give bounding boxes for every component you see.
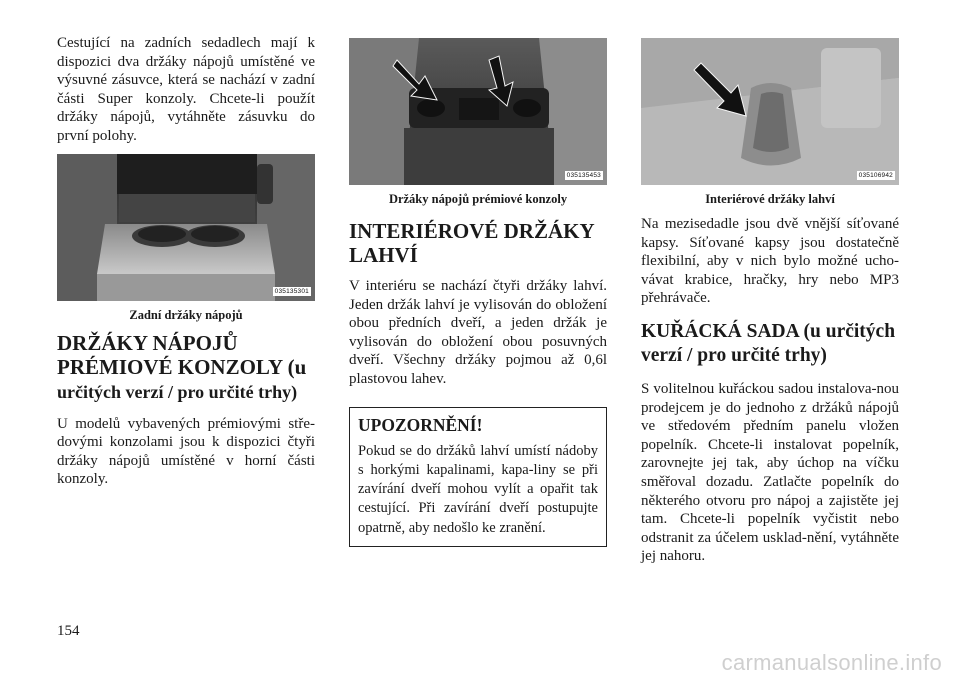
warning-box: [349, 407, 607, 547]
heading-line: INTERIÉROVÉ DRŽÁKY: [349, 219, 595, 243]
photo-code: 035135453: [566, 172, 601, 179]
heading-line: KUŘÁCKÁ SADA (u určitých: [641, 320, 896, 342]
heading-line: určitých verzí / pro určité trhy): [57, 381, 298, 402]
photo-code: 035135301: [274, 287, 309, 295]
bottle-holders-paragraph: V interiéru se nachází čtyři držáky lahví. Jeden držák lahví je vylisován do obložení obou předních dveří, a jeden držák je vylisován do obložení obou posuvných dveří. Všechny držáky pojmou až 0,6l plastovou lahev.: [349, 278, 607, 387]
bottle-holders-photo: [641, 38, 899, 185]
column-right: [641, 38, 899, 566]
heading-line: LAHVÍ: [349, 243, 418, 267]
photo-code: 035106942: [858, 172, 893, 179]
section-heading-premium-console: [57, 331, 315, 403]
warning-title: UPOZORNĚNÍ!: [358, 414, 483, 435]
column-middle: [349, 38, 607, 547]
heading-line: PRÉMIOVÉ KONZOLY (u: [57, 354, 307, 379]
section-heading-smoker-kit: [641, 320, 899, 368]
section-heading-bottle-holders: [349, 219, 607, 267]
smoker-kit-paragraph: S volitelnou kuřáckou sadou instalova-nou prodejcem je do jednoho z držáků nápojů ve středovém předním panelu vložen popelník. Chcete-li instalovat popelník, zarovnejte jej tak, aby úchop na víčku směřoval dozadu. Zatlačte popelník do některého otvoru pro nápoj a zajistěte jej tam. Chcete-li popelník vyčistit nebo odstranit za účelem usklad-nění, vytáhněte jej nahoru.: [641, 380, 899, 565]
page-number: 154: [57, 623, 80, 639]
photo-caption: Zadní držáky nápojů: [129, 307, 243, 322]
intro-paragraph: Cestující na zadních sedadlech mají k dispozici dva držáky nápojů umístěné ve výsuvné zásuvce, která se nachází v zadní části Super konzoly. Chcete-li použít držáky nápojů, vytáhněte zásuvku do první polohy.: [57, 35, 315, 144]
mesh-pockets-paragraph: Na mezisedadle jsou dvě vnější síťované kapsy. Síťované kapsy jsou dostatečně flexibilní, aby v nich bylo možné ucho-vávat krabice, hračky, hry nebo MP3 přehrávače.: [641, 216, 899, 307]
rear-cupholders-photo: [57, 154, 315, 301]
photo-caption: Držáky nápojů prémiové konzoly: [388, 192, 568, 206]
watermark: carmanualsonline.info: [721, 650, 942, 675]
column-left: [57, 34, 315, 489]
warning-text: Pokud se do držáků lahví umístí nádoby s horkými kapalinami, kapa-liny se při zavírání dveří mohou vylít a opařit tak cestující. Při zavírání dveří postupujte opatrně, aby nedošlo ke zranění.: [358, 442, 598, 536]
heading-line: DRŽÁKY NÁPOJŮ: [57, 330, 238, 355]
premium-console-cupholders-photo: [349, 38, 607, 185]
heading-line: verzí / pro určité trhy): [641, 344, 827, 366]
photo-caption: Interiérové držáky lahví: [705, 192, 835, 206]
premium-console-paragraph: U modelů vybavených prémiovými stře-dovými konzolami jsou k dispozici čtyři držáky nápojů umístěné v horní části konzoly.: [57, 415, 315, 488]
